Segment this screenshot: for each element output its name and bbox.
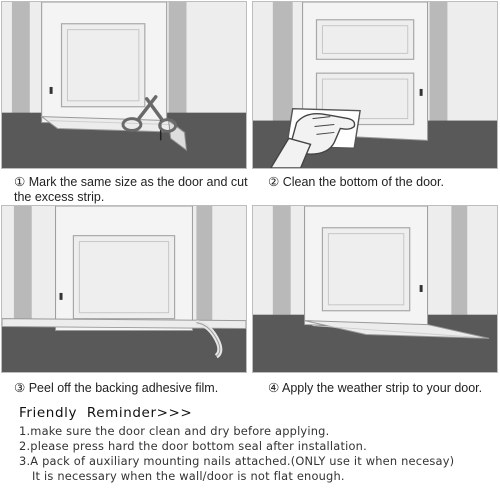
step-4-caption — [268, 381, 498, 396]
step-1-text: Mark the same size as the door and cut the excess strip. — [14, 175, 248, 204]
reminder-line-3: 3.A pack of auxiliary mounting nails attached.(ONLY use it when necesay) — [19, 454, 455, 468]
step-2-text: Clean the bottom of the door. — [282, 175, 444, 189]
step-4-illustration — [252, 205, 498, 373]
step-1-illustration — [1, 1, 247, 169]
step-1-number: ① — [14, 175, 26, 189]
step-3-text: Peel off the backing adhesive film. — [28, 381, 219, 395]
reminder-line-1: 1.make sure the door clean and dry before applying. — [19, 424, 330, 438]
reminder-line-2: 2.please press hard the door bottom seal after installation. — [19, 439, 367, 453]
friendly-reminder — [19, 405, 497, 484]
step-4-text: Apply the weather strip to your door. — [282, 381, 483, 395]
step-3-caption — [14, 381, 250, 396]
reminder-line-4: It is necessary when the wall/door is not flat enough. — [32, 469, 345, 483]
step-2-illustration — [252, 1, 498, 169]
step-1-caption — [14, 175, 250, 205]
step-4-number: ④ — [268, 381, 280, 395]
step-3-number: ③ — [14, 381, 26, 395]
step-2-caption — [268, 175, 498, 190]
reminder-title: Friendly Reminder>>> — [19, 405, 193, 421]
step-3-illustration — [1, 205, 247, 373]
step-2-number: ② — [268, 175, 280, 189]
